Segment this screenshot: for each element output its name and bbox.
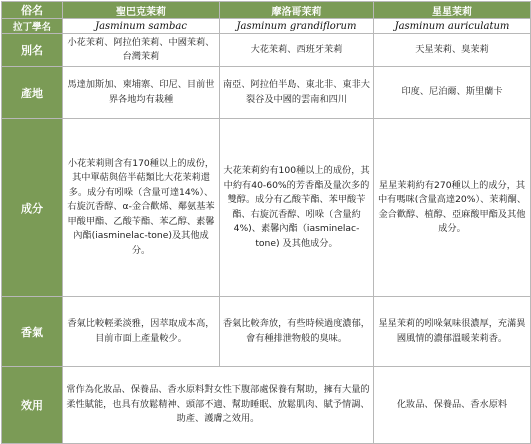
usage-row: [2, 367, 531, 444]
auriculatum-alias: 天星茉莉、臭茉莉: [374, 34, 531, 67]
fragrance-label: 香氣: [2, 297, 63, 367]
sambac-latin-name: Jasminum sambac: [63, 19, 220, 34]
grandiflorum-fragrance: 香氣比較奔放，有些時候過度濃郁，會有種排泄物般的臭味。: [220, 297, 374, 367]
auriculatum-origin: 印度、尼泊爾、斯里蘭卡: [374, 67, 531, 119]
composition-row: [2, 119, 531, 297]
common-name-label: 俗名: [2, 2, 63, 19]
sambac-origin: 馬達加斯加、柬埔寨、印尼、目前世界各地均有栽種: [63, 67, 220, 119]
auriculatum-composition: 星星茉莉約有270種以上的成分，其中有嗎咪(含量高達20%）、茉莉酮、金合歡醇、植醇、亞麻酸甲酯及其他成分。: [374, 119, 531, 297]
origin-label: 產地: [2, 67, 63, 119]
sambac-header: 聖巴克茉莉: [63, 2, 220, 19]
auriculatum-latin-name: Jasminum auriculatum: [374, 19, 531, 34]
alias-row: [2, 34, 531, 67]
composition-label: 成分: [2, 119, 63, 297]
sambac-grandiflorum-usage: 常作為化妝品、保養品、香水原料對女性下腹部處保養有幫助，擁有大量的柔性賦能，也具有放鬆精神、頭部不適、幫助睡眠、放鬆肌肉、賦予情調、助產、護膚之效用。: [63, 367, 374, 444]
grandiflorum-origin: 南亞、阿拉伯半島、東北非、東非大裂谷及中國的雲南和四川: [220, 67, 374, 119]
grandiflorum-composition: 大花茉莉約有100種以上的成份，其中約有40-60%的芳香酯及量次多的雙醇。成分有乙酸苄酯、苯甲酸苄酯、右旋沉香醇、吲哚（含量約4%)、素馨內酯（iasminelac-tone) 及其他成分。: [220, 119, 374, 297]
fragrance-row: [2, 297, 531, 367]
grandiflorum-header: 摩洛哥茉莉: [220, 2, 374, 19]
alias-label: 別名: [2, 34, 63, 67]
sambac-composition: 小花茉莉則含有170種以上的成份，其中單萜與倍半萜類比大花茉莉還多。成分有吲哚（含量可達14%）、右旋沉香醇、α-金合歡烯、鄰氨基苯甲酸甲酯、乙酸苄酯、苯乙醇、素馨內酯(iasminelac-tone)及其他成分。: [63, 119, 220, 297]
header-row: [2, 2, 531, 19]
auriculatum-usage: 化妝品、保養品、香水原料: [374, 367, 531, 444]
sambac-fragrance: 香氣比較輕柔淡雅，因萃取成本高，目前市面上產量較少。: [63, 297, 220, 367]
latin-name-label: 拉丁學名: [2, 19, 63, 34]
grandiflorum-alias: 大花茉莉、西班牙茉莉: [220, 34, 374, 67]
grandiflorum-latin-name: Jasminum grandiflorum: [220, 19, 374, 34]
usage-label: 效用: [2, 367, 63, 444]
latin-name-row: [2, 19, 531, 34]
auriculatum-header: 星星茉莉: [374, 2, 531, 19]
jasmine-comparison-table: [1, 1, 531, 444]
origin-row: [2, 67, 531, 119]
auriculatum-fragrance: 星星茉莉的吲哚氣味很濃厚，充滿異國風情的濃郁溫暖茉莉香。: [374, 297, 531, 367]
sambac-alias: 小花茉莉、阿拉伯茉莉、中國茉莉、台灣茉莉: [63, 34, 220, 67]
